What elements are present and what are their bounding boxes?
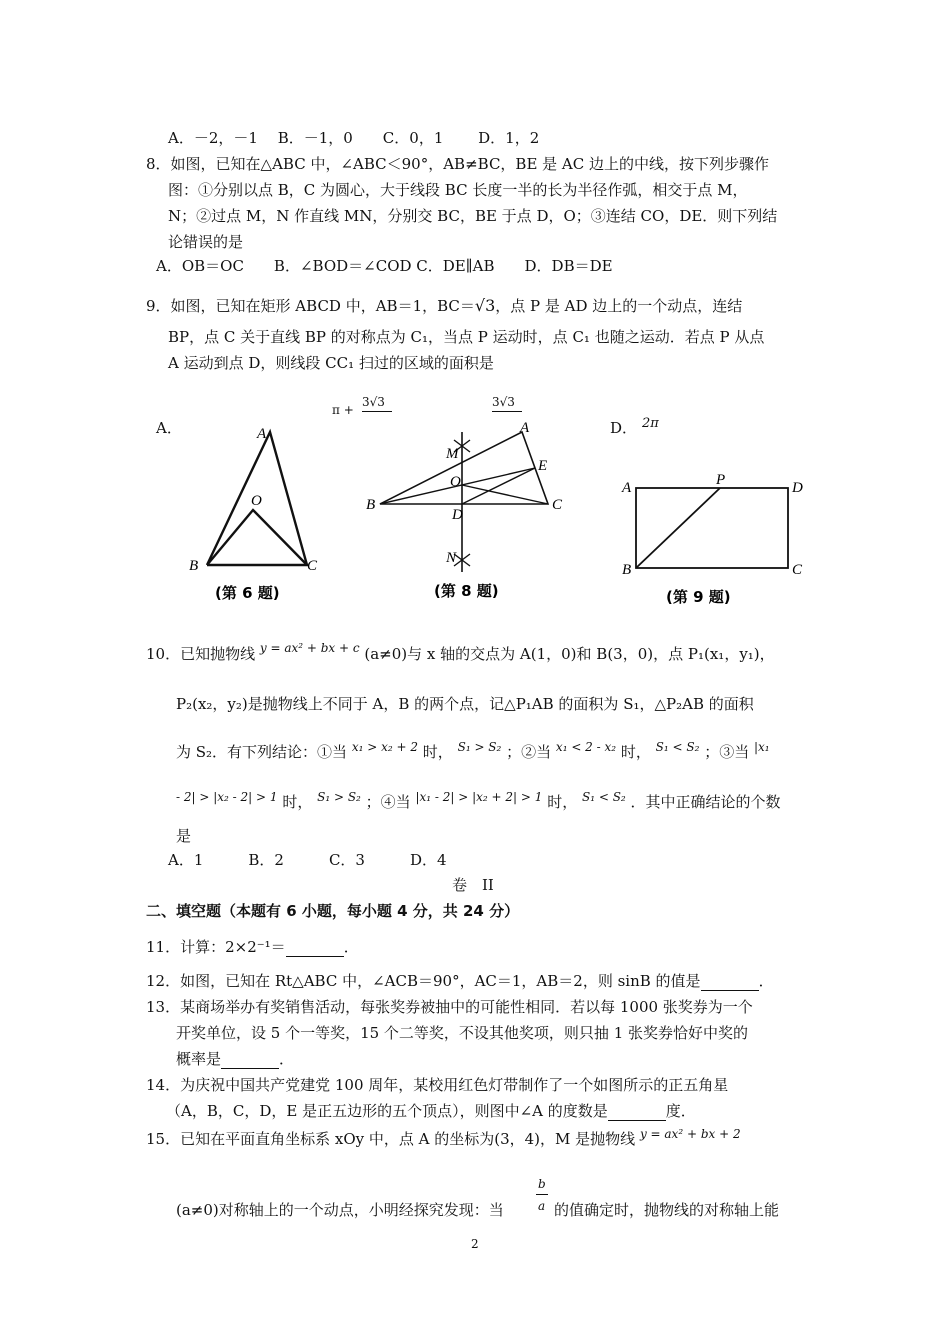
q15-line1-text: 15．已知在平面直角坐标系 xOy 中，点 A 的坐标为(3，4)，M 是抛物线 — [146, 1130, 636, 1148]
q14-answer-blank[interactable] — [608, 1104, 666, 1121]
q10-cond3-end: - 2| > |x₂ - 2| > 1 — [176, 790, 278, 804]
fig8-label-c: C — [552, 497, 563, 513]
q10-line3-b: 时， — [422, 743, 453, 761]
q8-line1: 8．如图，已知在△ABC 中，∠ABC＜90°，AB≠BC，BE 是 AC 边上的中线，按下列步骤作 — [146, 155, 770, 173]
q9-line2: BP，点 C 关于直线 BP 的对称点为 C₁，当点 P 运动时，点 C₁ 也随之运动．若点 P 从点 — [168, 328, 765, 346]
fig6-label-o: O — [251, 493, 262, 509]
fig9-line-bp — [636, 488, 720, 568]
q10-line4-b: ；④当 — [365, 793, 411, 811]
q8-line2: 图：①分别以点 B，C 为圆心，大于线段 BC 长度一半的长为半径作弧，相交于点 M， — [168, 181, 748, 199]
q11-suffix: ． — [343, 938, 359, 956]
q9-line1-b: ，点 P 是 AD 边上的一个动点，连结 — [495, 297, 743, 315]
q10-line3-a: 为 S₂．有下列结论：①当 — [176, 743, 348, 761]
q15-line1 — [146, 1129, 741, 1150]
q10-line4-d: ．其中正确结论的个数 — [630, 793, 781, 811]
q10-line4 — [176, 792, 781, 813]
q15-frac-num: b — [538, 1177, 546, 1191]
fig9-label-p: P — [716, 472, 726, 488]
q12-suffix: ． — [758, 972, 774, 990]
fig9-rectangle — [636, 488, 788, 568]
q9-line1-a: 9．如图，已知在矩形 ABCD 中，AB＝1，BC＝ — [146, 297, 475, 315]
q10-res3: S₁ > S₂ — [317, 790, 361, 804]
q9-option-c-num: 3√3 — [492, 395, 515, 409]
q13-line2: 开奖单位，设 5 个一等奖，15 个二等奖，不设其他奖项，则只抽 1 张奖券恰好中奖的 — [176, 1024, 749, 1042]
q9-line3: A 运动到点 D，则线段 CC₁ 扫过的区域的面积是 — [168, 354, 494, 372]
section2-title: 二、填空题（本题有 6 小题，每小题 4 分，共 24 分） — [146, 902, 520, 920]
q10-res1: S₁ > S₂ — [457, 740, 502, 754]
q11-prefix: 11．计算： — [146, 938, 226, 956]
q9-option-b-num: 3√3 — [362, 395, 385, 409]
q12-answer-blank[interactable] — [701, 974, 759, 991]
figure-9 — [620, 468, 810, 613]
q15-formula: y = ax² + bx + 2 — [639, 1127, 741, 1141]
fig8-line-co — [462, 485, 548, 504]
fig8-label-n: N — [446, 550, 457, 566]
fig6-label-a: A — [257, 426, 267, 442]
q8-line4: 论错误的是 — [168, 233, 244, 251]
q15-frac-bar — [536, 1194, 548, 1195]
volume-label: 卷 II — [452, 876, 494, 894]
q10-cond1: x₁ > x₂ + 2 — [351, 740, 419, 754]
q9-sqrt3: √3 — [474, 296, 496, 315]
fig8-triangle — [380, 432, 548, 504]
fig6-caption: (第 6 题) — [215, 584, 280, 602]
q14-suffix: 度． — [665, 1102, 696, 1120]
page-number: 2 — [471, 1237, 479, 1251]
q10-line4-a: 时， — [282, 793, 313, 811]
fig9-label-a: A — [622, 480, 632, 496]
q9-option-d: D． — [610, 419, 638, 437]
fig9-label-b: B — [622, 562, 632, 578]
fig9-label-c: C — [792, 562, 803, 578]
q15-frac-den: a — [538, 1199, 546, 1213]
q13-answer-blank[interactable] — [221, 1052, 279, 1069]
q10-line3-e: ；③当 — [704, 743, 750, 761]
q11 — [146, 937, 359, 957]
q13-line1: 13．某商场举办有奖销售活动，每张奖券被抽中的可能性相同．若以每 1000 张奖券为一个 — [146, 998, 753, 1016]
fig9-caption: (第 9 题) — [666, 588, 731, 606]
q13-line3 — [176, 1049, 294, 1069]
q10-options: A．1 B．2 C．3 D．4 — [168, 851, 447, 869]
q10-res2: S₁ < S₂ — [655, 740, 700, 754]
q14-line2 — [166, 1101, 696, 1121]
fig8-caption: (第 8 题) — [434, 582, 499, 600]
fig8-label-e: E — [538, 458, 548, 474]
fig9-label-d: D — [792, 480, 803, 496]
q10-line1-b: (a≠0)与 x 轴的交点为 A(1，0)和 B(3，0)，点 P₁(x₁，y₁)， — [364, 645, 775, 663]
q10-formula: y = ax² + bx + c — [259, 641, 360, 655]
q7-options: A．－2，－1 B．－1，0 C．0，1 D．1，2 — [168, 129, 540, 147]
q8-options: A．OB＝OC B．∠BOD＝∠COD C．DE∥AB D．DB＝DE — [156, 257, 613, 275]
figure-6 — [185, 420, 325, 610]
q10-line3-c: ；②当 — [506, 743, 552, 761]
q15-line2a: (a≠0)对称轴上的一个动点，小明经探究发现：当 — [176, 1201, 504, 1219]
q10-cond4: |x₁ - 2| > |x₂ + 2| > 1 — [415, 790, 543, 804]
q10-line3 — [176, 742, 770, 763]
q10-line4-c: 时， — [547, 793, 578, 811]
q11-answer-blank[interactable] — [286, 940, 344, 957]
fig8-label-b: B — [366, 497, 376, 513]
q13-line3-text: 概率是 — [176, 1050, 222, 1068]
q8-line3: N；②过点 M，N 作直线 MN，分别交 BC，BE 于点 D，O；③连结 CO，DE．则下列结 — [168, 207, 778, 225]
fig8-label-m: M — [446, 446, 459, 462]
q11-expr: 2×2⁻¹＝ — [225, 938, 286, 956]
q13-suffix: ． — [279, 1050, 295, 1068]
q12-text: 12．如图，已知在 Rt△ABC 中，∠ACB＝90°，AC＝1，AB＝2，则 sinB 的值是 — [146, 972, 701, 990]
fig6-label-b: B — [189, 558, 199, 574]
fig8-label-d: D — [452, 507, 463, 523]
fig6-inner-lines — [207, 510, 307, 565]
q9-option-b-frag: π + — [332, 403, 354, 417]
fig6-label-c: C — [307, 558, 318, 574]
q9-option-d-value: 2π — [642, 416, 659, 431]
q12 — [146, 971, 774, 991]
q10-line2: P₂(x₂，y₂)是抛物线上不同于 A，B 的两个点，记△P₁AB 的面积为 S₁，△P₂AB 的面积 — [176, 695, 754, 713]
q15-line2b: 的值确定时，抛物线的对称轴上能 — [554, 1201, 780, 1219]
q10-cond2: x₁ < 2 - x₂ — [555, 740, 617, 754]
q10-cond3-start: |x₁ — [754, 740, 770, 754]
q10-line1-a: 10．已知抛物线 — [146, 645, 256, 663]
q9-option-a: A． — [156, 419, 182, 437]
q10-line1 — [146, 641, 775, 665]
q10-line5: 是 — [176, 827, 192, 845]
q10-line3-d: 时， — [620, 743, 651, 761]
q9-line1 — [146, 296, 742, 316]
q14-line1: 14．为庆祝中国共产党建党 100 周年，某校用红色灯带制作了一个如图所示的正五角星 — [146, 1076, 729, 1094]
fig8-label-o: O — [450, 474, 461, 490]
q10-res4: S₁ < S₂ — [581, 790, 626, 804]
q14-line2-text: （A，B，C，D，E 是正五边形的五个顶点），则图中∠A 的度数是 — [166, 1102, 608, 1120]
fig8-label-a: A — [520, 420, 530, 436]
figure-8 — [362, 412, 577, 607]
